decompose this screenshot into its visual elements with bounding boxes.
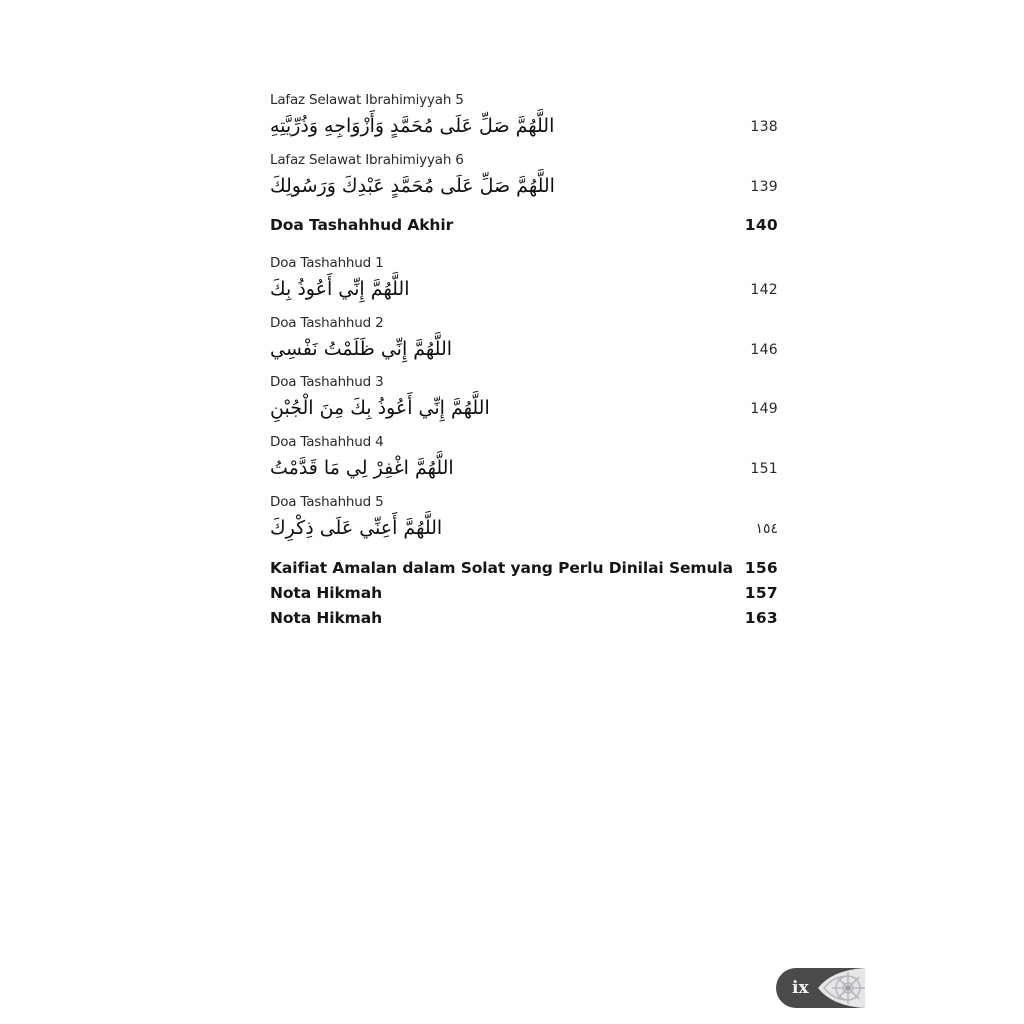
toc-entry-label: Lafaz Selawat Ibrahimiyyah 6 (270, 152, 464, 168)
toc-section-heading[interactable] (270, 608, 780, 630)
toc-entry-label: Doa Tashahhud 1 (270, 255, 384, 271)
geometric-rosette-icon (818, 968, 865, 1008)
toc-entry[interactable] (270, 152, 780, 204)
toc-entry-arabic: اللَّهُمَّ إِنِّي أَعُوذُ بِكَ (270, 278, 410, 300)
toc-entry[interactable] (270, 92, 780, 144)
toc-heading-label: Kaifiat Amalan dalam Solat yang Perlu Dinilai Semula (270, 559, 733, 577)
toc-entry-page-number: 149 (750, 401, 778, 417)
toc-entry-arabic: اللَّهُمَّ صَلِّ عَلَى مُحَمَّدٍ عَبْدِكَ وَرَسُولِكَ (270, 175, 555, 197)
toc-heading-page-number: 156 (744, 559, 778, 577)
toc-entry[interactable] (270, 494, 780, 546)
toc-entry-arabic: اللَّهُمَّ إِنِّي ظَلَمْتُ نَفْسِي (270, 338, 453, 360)
toc-entry-label: Doa Tashahhud 4 (270, 434, 384, 450)
toc-entry-page-number: 146 (750, 342, 778, 358)
toc-entry-arabic: اللَّهُمَّ اغْفِرْ لِي مَا قَدَّمْتُ (270, 457, 454, 479)
toc-entry-page-number: 139 (750, 179, 778, 195)
toc-section-heading[interactable] (270, 583, 780, 605)
toc-entry[interactable] (270, 434, 780, 486)
toc-section-heading[interactable] (270, 215, 780, 237)
toc-heading-label: Nota Hikmah (270, 584, 383, 602)
toc-heading-label: Nota Hikmah (270, 609, 383, 627)
toc-entry-arabic: اللَّهُمَّ صَلِّ عَلَى مُحَمَّدٍ وَأَزْوَاجِهِ وَذُرِّيَّتِهِ (270, 115, 555, 137)
toc-heading-page-number: 140 (744, 216, 778, 234)
toc-entry-page-number: 142 (750, 282, 778, 298)
page-number-tab (776, 968, 865, 1008)
toc-entry-label: Doa Tashahhud 5 (270, 494, 384, 510)
toc-entry-label: Doa Tashahhud 2 (270, 315, 384, 331)
toc-entry-arabic: اللَّهُمَّ إِنِّي أَعُوذُ بِكَ مِنَ الْجُبْنِ (270, 397, 490, 419)
toc-entry-page-number: ١٥٤ (755, 521, 778, 537)
toc-entry-arabic: اللَّهُمَّ أَعِنِّي عَلَى ذِكْرِكَ (270, 517, 443, 539)
toc-entry-page-number: 151 (750, 461, 778, 477)
toc-entry-label: Doa Tashahhud 3 (270, 374, 384, 390)
toc-heading-page-number: 163 (744, 609, 778, 627)
table-of-contents (270, 0, 780, 1024)
toc-entry[interactable] (270, 315, 780, 367)
toc-section-heading[interactable] (270, 558, 780, 580)
toc-entry[interactable] (270, 255, 780, 307)
toc-entry[interactable] (270, 374, 780, 426)
toc-entry-page-number: 138 (750, 119, 778, 135)
toc-entry-label: Lafaz Selawat Ibrahimiyyah 5 (270, 92, 464, 108)
page-number: ix (792, 978, 809, 998)
toc-heading-page-number: 157 (744, 584, 778, 602)
toc-heading-label: Doa Tashahhud Akhir (270, 216, 454, 234)
